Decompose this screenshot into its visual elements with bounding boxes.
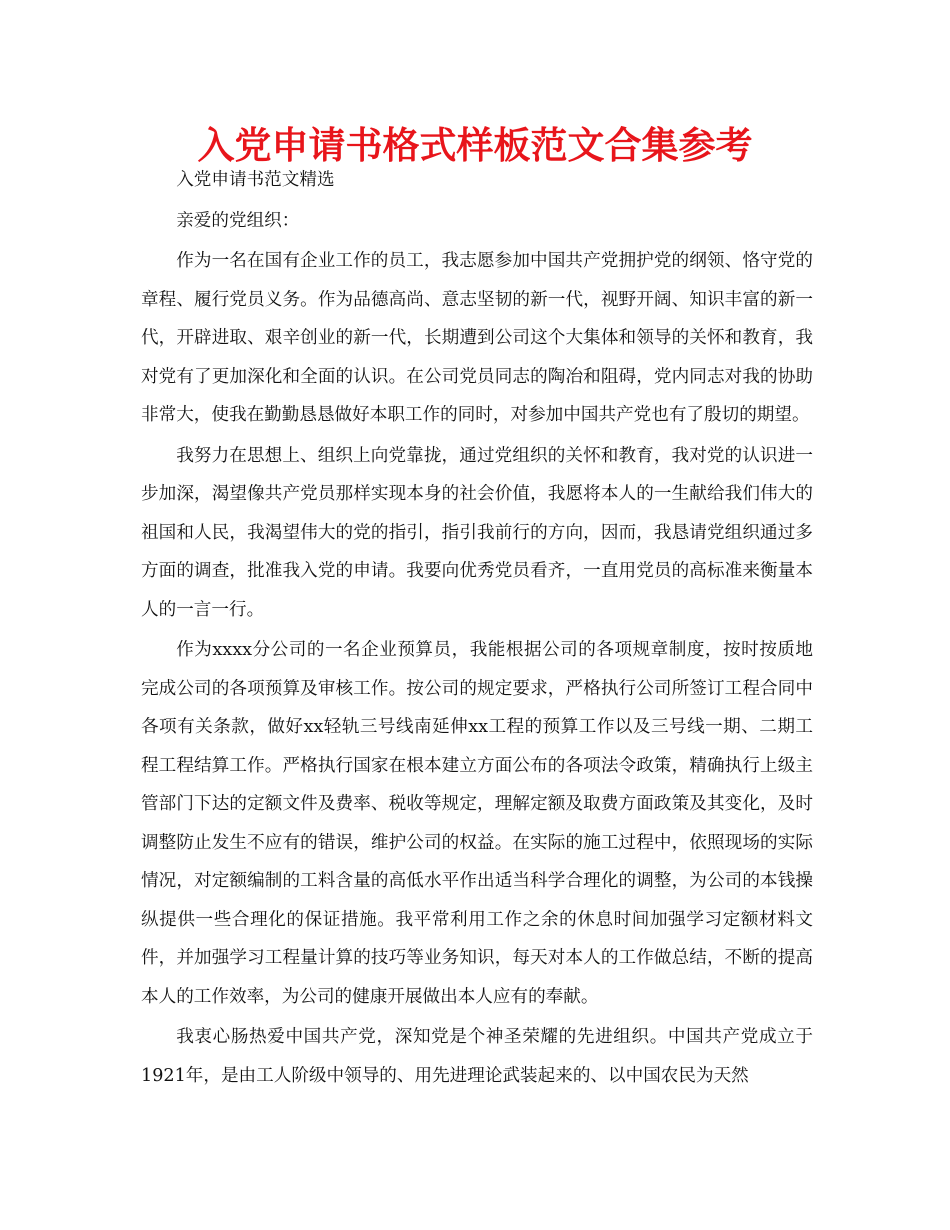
body-paragraph: 我衷心肠热爱中国共产党，深知党是个神圣荣耀的先进组织。中国共产党成立于1921年，是由工人阶级中领导的、用先进理论武装起来的、以中国农民为天然 <box>141 1027 813 1086</box>
document-title: 入党申请书格式样板范文合集参考 <box>197 124 753 167</box>
body-paragraph: 作为xxxx分公司的一名企业预算员，我能根据公司的各项规章制度，按时按质地完成公司的各项预算及审核工作。按公司的规定要求，严格执行公司所签订工程合同中各项有关条款，做好xx轻轨三号线南延伸xx工程的预算工作以及三号线一期、二期工程工程结算工作。严格执行国家在根本建立方面公布的各项法令政策，精确执行上级主管部门下达的定额文件及费率、税收等规定，理解定额及取费方面政策及其变化，及时调整防止发生不应有的错误，维护公司的权益。在实际的施工过程中，依照现场的实际情况，对定额编制的工料含量的高低水平作出适当科学合理化的调整，为公司的本钱操纵提供一些合理化的保证措施。我平常利用工作之余的休息时间加强学习定额材料文件，并加强学习工程量计算的技巧等业务知识，每天对本人的工作做总结，不断的提高本人的工作效率，为公司的健康开展做出本人应有的奉献。 <box>141 640 813 1007</box>
document-body <box>141 161 813 1097</box>
body-paragraph: 作为一名在国有企业工作的员工，我志愿参加中国共产党拥护党的纲领、恪守党的章程、履行党员义务。作为品德高尚、意志坚韧的新一代，视野开阔、知识丰富的新一代，开辟进取、艰辛创业的新一代，长期遭到公司这个大集体和领导的关怀和教育，我对党有了更加深化和全面的认识。在公司党员同志的陶冶和阻碍，党内同志对我的协助非常大，使我在勤勤恳恳做好本职工作的同时，对参加中国共产党也有了殷切的期望。 <box>141 251 813 425</box>
body-paragraph: 我努力在思想上、组织上向党靠拢，通过党组织的关怀和教育，我对党的认识进一步加深，渴望像共产党员那样实现本身的社会价值，我愿将本人的一生献给我们伟大的祖国和人民，我渴望伟大的党的指引，指引我前行的方向，因而，我恳请党组织通过多方面的调查，批准我入党的申请。我要向优秀党员看齐，一直用党员的高标准来衡量本人的一言一行。 <box>141 445 813 620</box>
document-subtitle: 入党申请书范文精选 <box>176 170 335 190</box>
salutation: 亲爱的党组织： <box>176 210 300 231</box>
